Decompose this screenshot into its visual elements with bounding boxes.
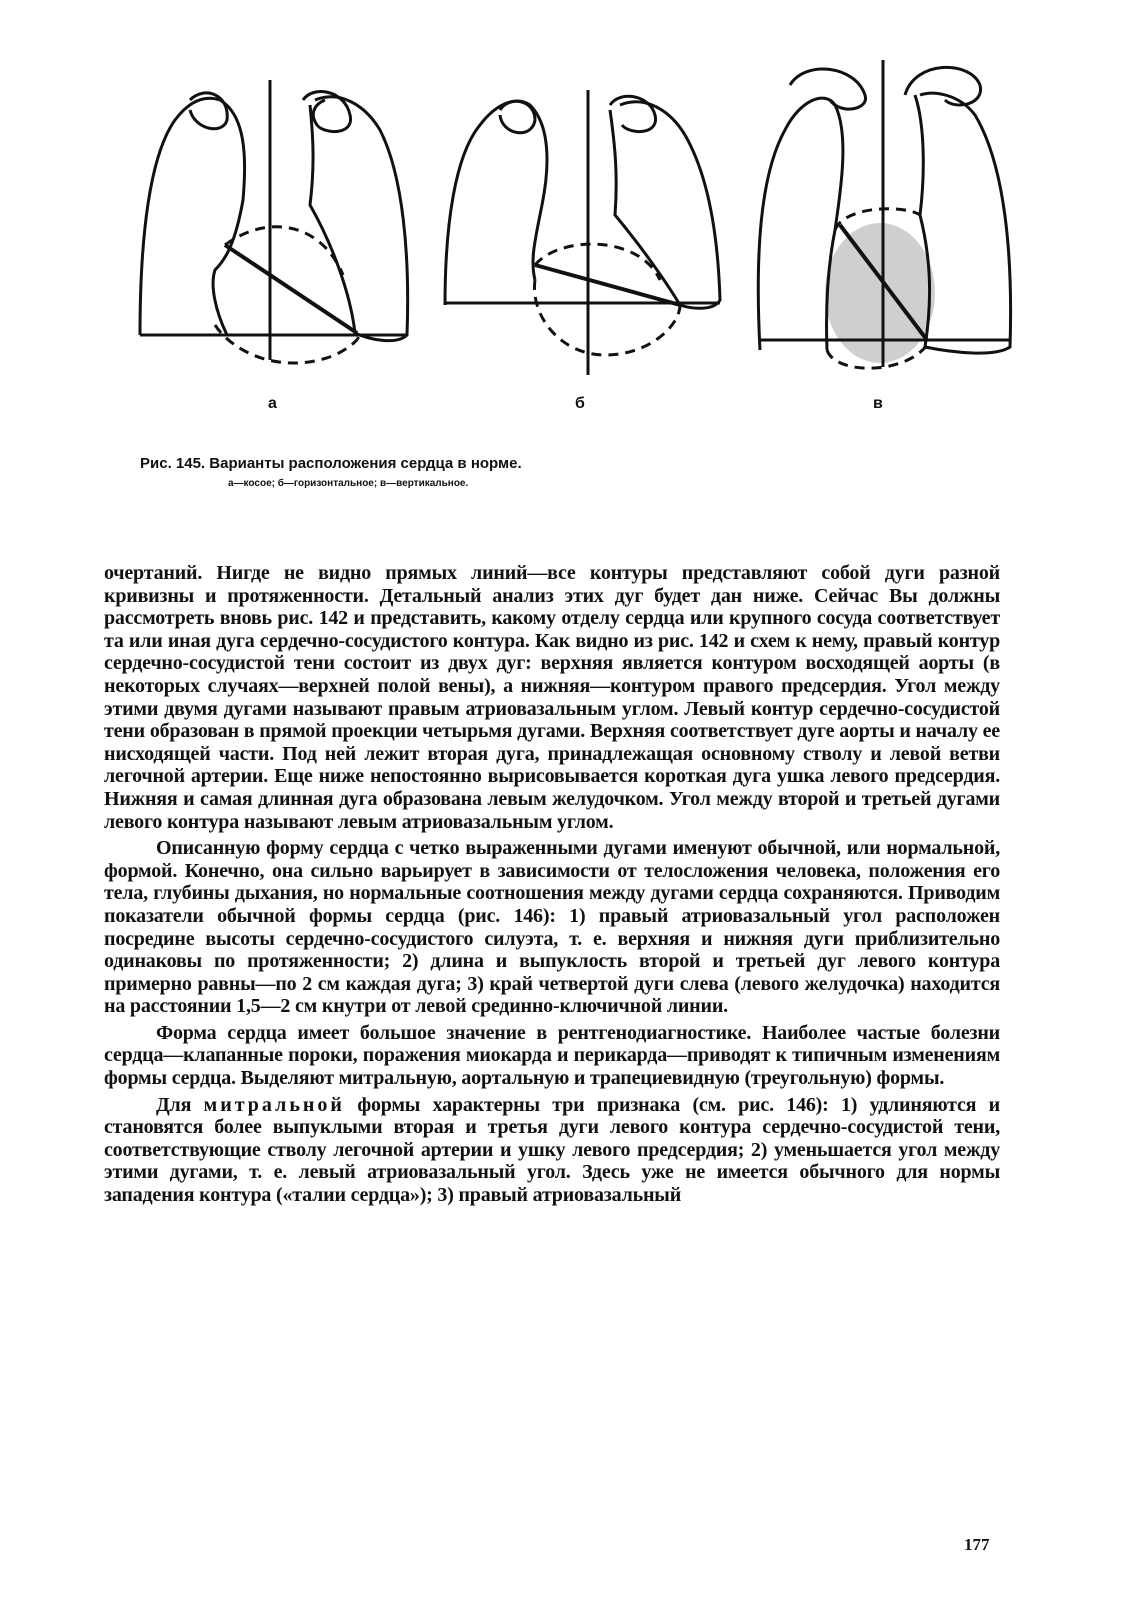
figure-caption: Рис. 145. Варианты расположения сердца в норме. xyxy=(140,455,522,472)
heart-diagram-horizontal xyxy=(440,55,730,375)
paragraph-4-rest: формы характерны три признака (см. рис. 146): 1) удлиняются и становятся более выпуклыми вторая и третья дуги левого контура сердечно-сосудистой тени, соответствующие стволу легочной артерии и ушку левого предсердия; 2) уменьшается угол между этими дугами, т. е. левый атриовазальный угол. Здесь уже не имеется обычного для нормы западения контура («талии сердца»); 3) правый атриовазальный xyxy=(104,1093,1000,1207)
panel-label-v: в xyxy=(873,395,883,412)
panel-label-a: а xyxy=(268,395,277,412)
term-mitral: митральной xyxy=(203,1093,345,1116)
page-number: 177 xyxy=(964,1535,990,1554)
heart-diagram-vertical xyxy=(755,55,1015,375)
panel-label-b: б xyxy=(575,395,585,412)
paragraph-4 xyxy=(104,1094,1000,1207)
body-text xyxy=(104,562,1000,1207)
figure-caption-legend: а—косое; б—горизонтальное; в—вертикальное. xyxy=(228,478,469,489)
heart-diagram-oblique xyxy=(135,55,415,375)
heart-diagram-oblique-svg xyxy=(135,55,415,375)
heart-diagram-vertical-svg xyxy=(755,55,1015,375)
figure-145 xyxy=(0,0,1132,520)
heart-diagram-horizontal-svg xyxy=(440,55,730,375)
paragraph-4-start: Для xyxy=(156,1093,192,1116)
paragraph-1: очертаний. Нигде не видно прямых линий—все контуры представляют собой дуги разной кривизны и протяженности. Детальный анализ этих дуг будет дан ниже. Сейчас Вы должны рассмотреть вновь рис. 142 и представить, какому отделу сердца или крупного сосуда соответствует та или иная дуга сердечно-сосудистого контура. Как видно из рис. 142 и схем к нему, правый контур сердечно-сосудистой тени состоит из двух дуг: верхняя является контуром восходящей аорты (в некоторых случаях—верхней полой вены), а нижняя—контуром правого предсердия. Угол между этими двумя дугами называют правым атриовазальным углом. Левый контур сердечно-сосудистой тени образован в прямой проекции четырьмя дугами. Верхняя соответствует дуге аорты и началу ее нисходящей части. Под ней лежит вторая дуга, принадлежащая основному стволу и левой ветви легочной артерии. Еще ниже непостоянно вырисовывается короткая дуга ушка левого предсердия. Нижняя и самая длинная дуга образована левым желудочком. Угол между второй и третьей дугами левого контура называют левым атриовазальным углом. xyxy=(104,562,1000,833)
paragraph-2: Описанную форму сердца с четко выраженными дугами именуют обычной, или нормальной, формой. Конечно, она сильно варьирует в зависимости от телосложения человека, положения его тела, глубины дыхания, но нормальные соотношения между дугами сердца сохраняются. Приводим показатели обычной формы сердца (рис. 146): 1) правый атриовазальный угол расположен посредине высоты сердечно-сосудистого силуэта, т. е. верхняя и нижняя дуги приблизительно одинаковы по протяженности; 2) длина и выпуклость второй и третьей дуг левого контура примерно равны—по 2 см каждая дуга; 3) край четвертой дуги слева (левого желудочка) находится на расстоянии 1,5—2 см кнутри от левой срединно-ключичной линии. xyxy=(104,837,1000,1018)
paragraph-3: Форма сердца имеет большое значение в рентгенодиагностике. Наиболее частые болезни сердца—клапанные пороки, поражения миокарда и перикарда—приводят к типичным изменениям формы сердца. Выделяют митральную, аортальную и трапециевидную (треугольную) формы. xyxy=(104,1021,1000,1090)
